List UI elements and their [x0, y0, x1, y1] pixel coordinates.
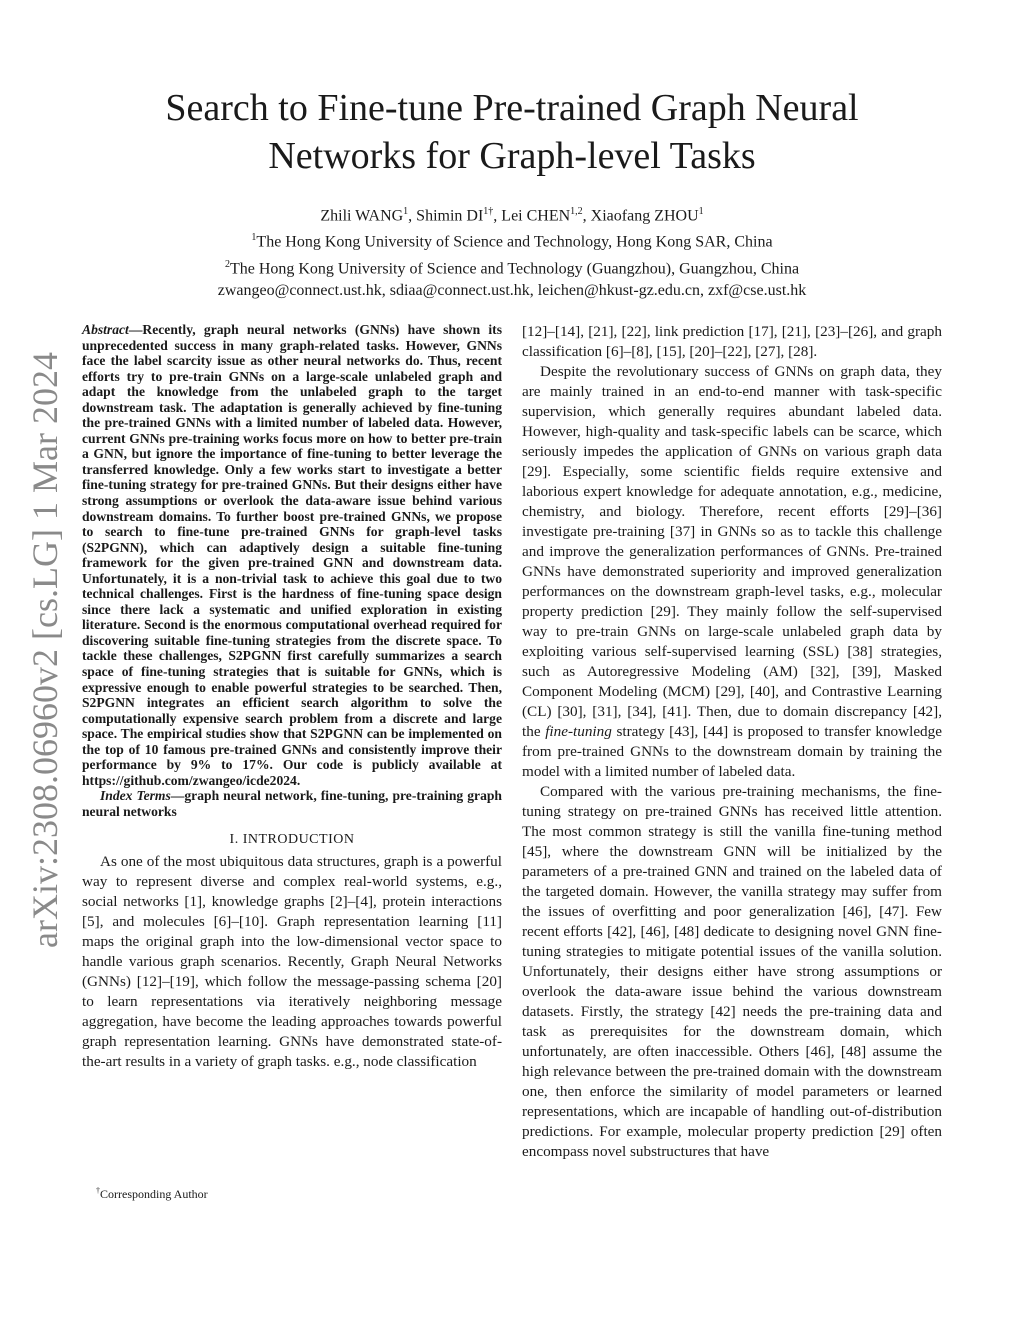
abstract	[82, 322, 502, 788]
abstract-label: Abstract	[82, 322, 129, 337]
affiliation-sup: 2	[224, 258, 230, 270]
author-sup: 1,2	[570, 206, 583, 217]
paragraph-text: strategy [43], [44] is proposed to transfer knowledge from pre-trained GNNs to the downstream domain by training the model with a limited number of labeled data.	[522, 723, 942, 780]
affiliation-text: The Hong Kong University of Science and Technology, Hong Kong SAR, China	[256, 233, 773, 251]
author-name: Zhili WANG	[320, 207, 404, 225]
right-paragraph-1	[522, 362, 942, 782]
arxiv-stamp	[20, 350, 70, 950]
index-terms-text: —graph neural network, fine-tuning, pre-training graph neural networks	[82, 788, 502, 819]
index-terms-label: Index Terms	[100, 788, 171, 804]
footnote	[96, 1186, 208, 1202]
author-block	[110, 201, 914, 302]
paragraph-text: Despite the revolutionary success of GNNs on graph data, they are mainly trained in an end-to-end manner with task-specific supervision, which generally requires abundant labeled data. However, high-quality and task-specific labels can be scarce, which seriously impedes the application of GNNs on various graph data [29]. Especially, some scientific fields require extensive and laborious expert knowledge for adequate annotation, e.g., medicine, chemistry, and biology. Therefore, recent efforts [29]–[36] investigate pre-training [37] in GNNs so as to tackle this challenge and improve the generalization performances of GNNs. Pre-trained GNNs have demonstrated superiority and improved generalization performances on the downstream graph-level tasks, e.g., molecular property prediction [29]. They mainly follow the self-supervised way to pre-train GNNs on large-scale unlabeled graph data by exploiting various self-supervised learning (SSL) [38] strategies, such as Autoregressive Modeling (AM) [32], [39], Masked Component Modeling (MCM) [29], [40], and Contrastive Learning (CL) [30], [31], [34], [41]. Then, due to domain discrepancy [42], the	[522, 363, 942, 740]
right-paragraph-2: Compared with the various pre-training mechanisms, the fine-tuning strategy on pre-trained GNNs has received little attention. The most common strategy is still the vanilla fine-tuning method [45], where the downstream GNN will be initialized by the parameters of a pre-trained GNN and trained on the labeled data of the targeted domain. However, the vanilla strategy may suffer from the issues of overfitting and poor generalization [46], [47]. Few recent efforts [42], [46], [48] dedicate to designing novel GNN fine-tuning strategies to mitigate potential issues of the vanilla solution. Unfortunately, their designs either have strong assumptions or overlook the data-aware issue behind the various downstream datasets. Firstly, the strategy [42] needs the pre-training data and task as prerequisites for the downstream domain, which unfortunately, are often inaccessible. Others [46], [48] assume the high relevance between the pre-trained domain with the downstream one, then enforce the similarity of model parameters or learned representations, which are incapable of handling out-of-distribution predictions. For example, molecular property prediction [29] often encompass novel substructures that have	[522, 783, 942, 1160]
fine-tuning-emphasis: fine-tuning	[545, 723, 612, 740]
right-column	[522, 322, 942, 1162]
author-name: Xiaofang ZHOU	[590, 207, 699, 225]
arxiv-stamp-text: arXiv:2308.06960v2 [cs.LG] 1 Mar 2024	[25, 352, 65, 948]
paper-title	[110, 84, 914, 180]
author-sep: ,	[493, 207, 502, 225]
affiliation-2	[110, 254, 914, 280]
title-line-2: Networks for Graph-level Tasks	[268, 135, 756, 177]
intro-paragraph: As one of the most ubiquitous data structures, graph is a powerful way to represent diverse and complex real-world systems, e.g., social networks [1], knowledge graphs [2]–[4], protein interactions [5], and molecules [6]–[10]. Graph representation learning [11] maps the original graph into the low-dimensional vector space to handle various graph scenarios. Recently, Graph Neural Networks (GNNs) [12]–[19], which follow the message-passing schema [20] to learn representations via iteratively neighboring message aggregation, have become the leading approaches towards powerful graph representation learning. GNNs have demonstrated state-of-the-art results in a variety of graph tasks. e.g., node classification	[82, 852, 502, 1070]
affiliation-text: The Hong Kong University of Science and Technology (Guangzhou), Guangzhou, China	[229, 259, 800, 277]
author-sep: ,	[582, 207, 591, 225]
section-heading-introduction: I. INTRODUCTION	[229, 831, 355, 847]
author-name: Lei CHEN	[501, 207, 571, 225]
footnote-text: Corresponding Author	[100, 1187, 208, 1201]
affiliation-sup: 1	[251, 232, 257, 244]
right-paragraph-0: [12]–[14], [21], [22], link prediction [17], [21], [23]–[26], and graph classification [6]–[8], [15], [20]–[22], [27], [28].	[522, 323, 942, 360]
abstract-text: —Recently, graph neural networks (GNNs) have shown its unprecedented success in many graph-related tasks. However, GNNs face the label scarcity issue as other neural networks do. Thus, recent efforts try to pre-train GNNs on a large-scale unlabeled graph and adapt the knowledge from the unlabeled graph to the target downstream task. The adaptation is generally achieved by fine-tuning the pre-trained GNNs with a limited number of labeled data. However, current GNNs pre-training works focus more on how to better pre-train a GNN, but ignore the importance of fine-tuning to better leverage the transferred knowledge. Only a few works start to investigate a better fine-tuning strategy for pre-trained GNNs. But their designs either have strong assumptions or overlook the data-aware issue behind various downstream domains. To further boost pre-trained GNNs, we propose to search to fine-tune pre-trained GNNs for graph-level tasks (S2PGNN), which can adaptively design a suitable fine-tuning framework for the given pre-trained GNN and downstream data. Unfortunately, it is a non-trivial task to achieve this goal due to two technical challenges. First is the hardness of fine-tuning space design since there lack a systematic and unified exploration in existing literature. Second is the enormous computational overhead required for discovering suitable fine-tuning strategies from the discrete space. To tackle these challenges, S2PGNN first carefully summarizes a search space of fine-tuning strategies that is suitable for GNNs, which is expressive enough to enable powerful strategies to be searched. Then, S2PGNN integrates an efficient search algorithm to solve the computationally expensive search problem from a discrete and large space. The empirical studies show that S2PGNN can be implemented on the top of 10 famous pre-trained GNNs and consistently improve their performance by 9% to 17%. Our code is publicly available at https://github.com/zwangeo/icde2024.	[82, 322, 502, 788]
author-sup: 1	[403, 206, 409, 217]
title-line-1: Search to Fine-tune Pre-trained Graph Neural	[165, 87, 859, 129]
author-names	[110, 201, 914, 227]
author-sep: ,	[408, 207, 417, 225]
footnote-sup: †	[96, 1186, 100, 1195]
left-column	[82, 322, 502, 1072]
author-sup: 1	[698, 206, 704, 217]
index-terms	[82, 788, 502, 819]
affiliation-1	[110, 227, 914, 253]
author-name: Shimin DI	[416, 207, 484, 225]
author-sup: 1†	[483, 206, 494, 217]
author-emails: zwangeo@connect.ust.hk, sdiaa@connect.ust.hk, leichen@hkust-gz.edu.cn, zxf@cse.ust.hk	[217, 281, 807, 299]
